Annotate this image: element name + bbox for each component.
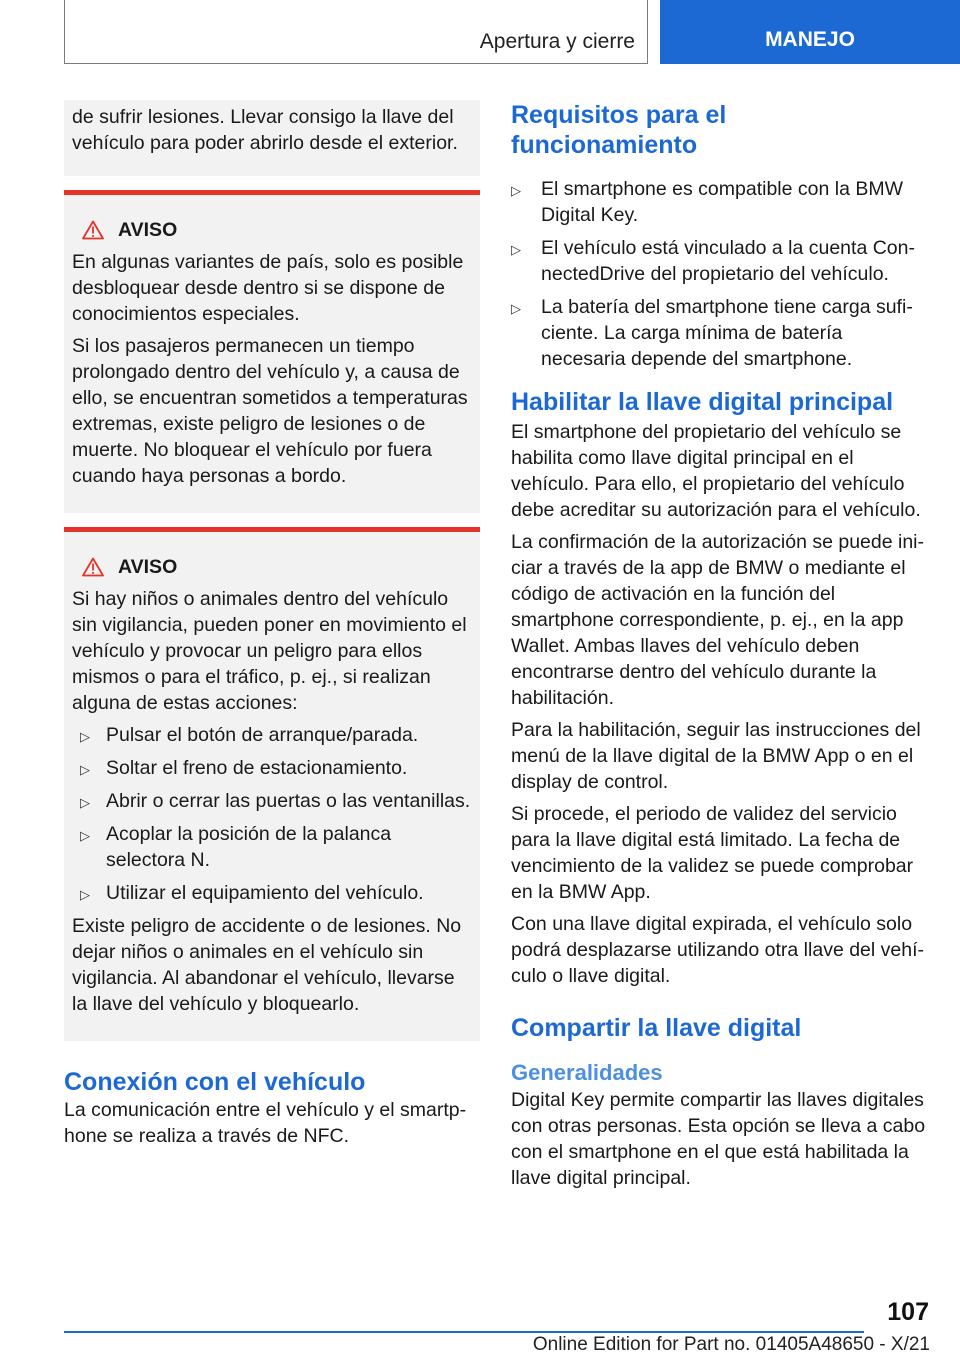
footer-divider — [64, 1331, 864, 1333]
conexion-text: La comunicación entre el vehículo y el smartphone se realiza a través de NFC. — [64, 1099, 467, 1147]
section-heading-requisitos: Requisitos para el funcionamiento — [511, 101, 727, 159]
triangle-bullet-icon: ▷ — [511, 301, 521, 316]
left-column — [64, 100, 480, 1149]
habilitar-paragraph: Con una llave digital expirada, el vehículo solo podrá desplazarse utilizando otra llave del vehículo o llave digital. — [511, 913, 925, 987]
footer-edition-text: Online Edition for Part no. 01405A48650 - X/21 — [532, 1334, 930, 1355]
habilitar-paragraph: La confirmación de la autorización se puede iniciar a través de la app de BMW o mediante el código de activación en la función del smartphone correspondiente, p. ej., en la app Wallet. Ambas llaves del vehículo deben encontrarse dentro del vehículo durante la habilitación. — [511, 531, 925, 709]
list-item: ▷ Pulsar el botón de arranque/parada. — [72, 722, 472, 748]
section-heading-conexion: Conexión con el vehículo — [64, 1068, 366, 1096]
warning1-paragraph: Si los pasajeros permanecen un tiempo prolongado dentro del vehículo y, a causa de ello, se encuentran sometidos a temperaturas extremas, existe peligro de lesiones o de muerte. No bloquear el vehículo por fuera cuando haya personas a bordo. — [72, 335, 468, 487]
continued-note-box — [64, 100, 480, 176]
triangle-bullet-icon: ▷ — [511, 183, 521, 198]
warning-triangle-icon — [82, 557, 104, 577]
list-item: ▷ El smartphone es compatible con la BMW Digital Key. — [511, 178, 903, 226]
list-item: ▷ Abrir o cerrar las puertas o las ventanillas. — [72, 788, 472, 814]
warning2-intro: Si hay niños o animales dentro del vehículo sin vigilancia, pueden poner en movimiento el vehículo y provocar un peligro para ellos mismos o para el tráfico, p. ej., si realizan alguna de estas acciones: — [72, 588, 467, 714]
subheading-generalidades: Generalidades — [511, 1060, 663, 1085]
list-item: ▷ Acoplar la posición de la palanca selectora N. — [80, 823, 392, 871]
header-section-title: Apertura y cierre — [479, 30, 635, 53]
list-item: ▷ Utilizar el equipamiento del vehículo. — [72, 880, 472, 906]
warning-box-1 — [64, 190, 480, 513]
triangle-bullet-icon: ▷ — [80, 795, 90, 810]
warning2-list — [72, 722, 472, 906]
continued-note-text: de sufrir lesiones. Llevar consigo la llave del vehículo para poder abrirlo desde el exterior. — [72, 106, 458, 154]
warning1-paragraph: En algunas variantes de país, solo es posible desbloquear desde dentro si se dispone de conocimientos especiales. — [72, 251, 464, 325]
triangle-bullet-icon: ▷ — [80, 828, 90, 843]
habilitar-paragraph: Para la habilitación, seguir las instrucciones del menú de la llave digital de la BMW App o en el display de control. — [511, 719, 921, 793]
right-column — [511, 100, 931, 1191]
triangle-bullet-icon: ▷ — [511, 242, 521, 257]
compartir-text: Digital Key permite compartir las llaves digitales con otras personas. Esta opción se lleva a cabo con el smartphone en el que está habilitada la llave digital principal. — [511, 1089, 926, 1189]
header-chapter-tab: MANEJO — [660, 0, 960, 64]
list-item: ▷ Soltar el freno de estacionamiento. — [72, 755, 472, 781]
section-heading-habilitar: Habilitar la llave digital principal — [511, 388, 894, 416]
section-heading-compartir: Compartir la llave digital — [511, 1014, 802, 1042]
warning-title-1 — [82, 217, 472, 243]
list-item: ▷ El vehículo está vinculado a la cuenta ConnectedDrive del propietario del vehículo. — [511, 237, 915, 285]
warning-title-text: AVISO — [118, 218, 178, 241]
requisitos-list — [511, 176, 931, 372]
warning-triangle-icon — [82, 220, 104, 240]
warning-title-2 — [82, 554, 472, 580]
habilitar-paragraph: El smartphone del propietario del vehículo se habilita como llave digital principal en el vehículo. Para ello, el propietario del vehículo debe acreditar su autorización para el vehículo. — [511, 421, 921, 521]
warning-box-2 — [64, 527, 480, 1041]
triangle-bullet-icon: ▷ — [80, 762, 90, 777]
triangle-bullet-icon: ▷ — [80, 729, 90, 744]
page-number: 107 — [887, 1298, 929, 1326]
header-section-box — [64, 0, 648, 64]
warning2-outro: Existe peligro de accidente o de lesiones. No dejar niños o animales en el vehículo sin vigilancia. Al abandonar el vehículo, llevarse la llave del vehículo y bloquearlo. — [72, 915, 462, 1015]
list-item: ▷ La batería del smartphone tiene carga suficiente. La carga mínima de batería necesaria depende del smartphone. — [511, 296, 913, 370]
triangle-bullet-icon: ▷ — [80, 887, 90, 902]
habilitar-paragraph: Si procede, el periodo de validez del servicio para la llave digital está limitado. La fecha de vencimiento de la validez se puede comprobar en la BMW App. — [511, 803, 914, 903]
warning-title-text: AVISO — [118, 555, 178, 578]
